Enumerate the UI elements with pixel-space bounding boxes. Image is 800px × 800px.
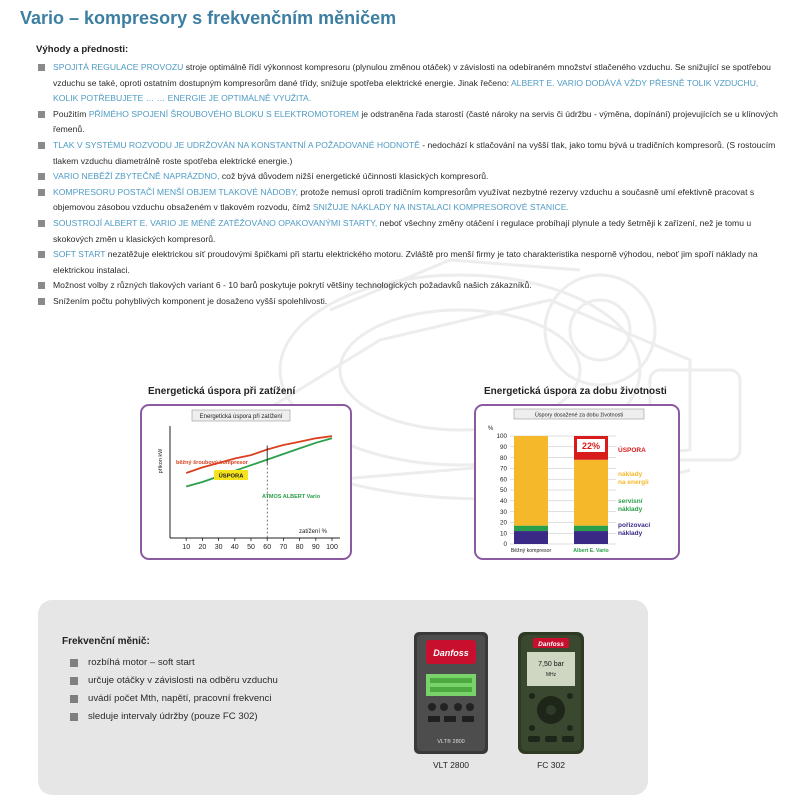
bullet-square-icon <box>70 659 78 667</box>
chart2-bar-segment <box>514 531 548 544</box>
chart2-y-tick-label: 10 <box>499 530 507 538</box>
chart2-bar-segment <box>574 526 608 531</box>
benefit-item <box>38 216 783 247</box>
svg-text:7,50 bar: 7,50 bar <box>538 661 564 668</box>
benefit-highlight: VARIO NEBĚŽÍ ZBYTEČNĚ NAPRÁZDNO, <box>53 171 220 182</box>
svg-text:Danfoss: Danfoss <box>433 648 469 658</box>
bullet-square-icon <box>38 251 45 258</box>
benefit-text: protože nemusí oproti tradičním kompresorům využívat nezbytné rezervy vzduchu a současně umí efektivně pracovat s objemovou zásobou vzduchu obsaženém v tlakovém rozvodu, čímž <box>53 186 755 213</box>
fm-list <box>70 654 278 726</box>
fm-item: uvádí počet Mth, napětí, pracovní frekvenci <box>70 690 278 708</box>
chart2-y-tick-label: 90 <box>499 444 507 451</box>
fm-item: určuje otáčky v závislosti na odběru vzduchu <box>70 672 278 690</box>
benefit-highlight: SOFT START <box>53 249 106 260</box>
benefit-item <box>38 107 783 138</box>
chart2-bar-segment <box>514 436 548 526</box>
benefit-text: Snížením počtu pohyblivých komponent je dosaženo vyšší spolehlivosti. <box>53 295 328 306</box>
chart1-x-tick-label: 20 <box>198 544 207 551</box>
fm-item: sleduje intervaly údržby (pouze FC 302) <box>70 708 278 726</box>
benefit-text: stroje optimálně řídí výkonnost kompresoru (plynulou změnou otáček) v závislosti na odebíraném množství stlačeného vzduchu. Se snižující se spotřebou vzduchu se také, oproti ostatním dostupným kompresorům dané třídy, snižuje spotřeba elektrické energie. Jinak řečeno: <box>53 62 771 88</box>
benefits-list <box>38 60 783 310</box>
chart2-y-tick-label: 40 <box>499 498 507 505</box>
fm-item: rozbíhá motor – soft start <box>70 654 278 672</box>
chart2-legend-label: náklady na energii <box>618 471 649 486</box>
vlt2800-device <box>414 632 488 754</box>
benefit-item <box>38 138 783 169</box>
chart1-svg <box>142 406 348 556</box>
svg-text:VLT® 2800: VLT® 2800 <box>437 739 465 745</box>
display-screen-icon <box>527 652 575 686</box>
benefit-item <box>38 169 783 185</box>
benefit-text: což bývá důvodem nižší energetické účinnosti klasických kompresorů. <box>219 171 489 182</box>
chart1-x-tick-label: 30 <box>214 544 223 551</box>
chart2-y-tick-label: 20 <box>499 519 507 527</box>
benefit-highlight: TLAK V SYSTÉMU ROZVODU JE UDRŽOVÁN NA KONSTANTNÍ A POŽADOVANÉ HODNOTĚ <box>53 139 420 150</box>
chart2-y-tick-label: 30 <box>499 508 507 516</box>
display-screen-icon <box>426 674 476 696</box>
benefit-item <box>38 185 783 216</box>
bullet-square-icon <box>38 282 45 289</box>
bullet-square-icon <box>38 64 45 71</box>
chart2-y-tick-label: 80 <box>499 454 507 462</box>
chart2-category-label: Albert E. Vario <box>573 548 609 554</box>
chart1-x-tick-label: 80 <box>295 544 304 551</box>
chart1-series-label: ATMOS ALBERT Vario <box>262 494 321 500</box>
chart1-x-tick-label: 90 <box>311 544 320 551</box>
bullet-square-icon <box>70 713 78 721</box>
chart1-series-line <box>186 436 332 473</box>
chart2-y-tick-label: 100 <box>496 433 507 441</box>
benefits-heading: Výhody a přednosti: <box>36 44 129 55</box>
chart2-category-label: Běžný kompresor <box>510 548 552 554</box>
chart2-legend-label: pořizovací náklady <box>618 522 651 537</box>
chart2-y-tick-label: 70 <box>499 465 507 473</box>
chart2-legend-label: ÚSPORA <box>618 447 646 454</box>
page-title: Vario – kompresory s frekvenčním měničem <box>20 8 397 28</box>
benefit-highlight: SOUSTROJÍ ALBERT E. VARIO JE MÉNĚ ZATĚŽOVÁNO OPAKOVANÝMI STARTY, <box>53 217 378 228</box>
chart2-savings-value: 22% <box>581 441 601 451</box>
chart2-inner-title: Úspory dosažené za dobu životnosti <box>534 412 624 419</box>
chart2-y-tick-label: 0 <box>503 541 507 549</box>
fm-title: Frekvenční měnič: <box>62 636 150 647</box>
chart2-title: Energetická úspora za dobu životnosti <box>484 386 667 397</box>
benefit-highlight: KOMPRESORU POSTAČÍ MENŠÍ OBJEM TLAKOVÉ NÁDOBY, <box>53 186 298 197</box>
fc302-device <box>518 632 584 754</box>
svg-text:Danfoss: Danfoss <box>538 641 564 648</box>
bullet-square-icon <box>38 220 45 227</box>
chart2-bar-segment <box>574 460 608 526</box>
chart1-x-tick-label: 60 <box>263 544 272 551</box>
vlt2800-caption: VLT 2800 <box>432 760 470 770</box>
chart2-y-tick-label: 50 <box>499 487 507 495</box>
benefit-highlight: SPOJITÁ REGULACE PROVOZU <box>53 62 184 72</box>
chart1-x-tick-label: 50 <box>247 544 255 551</box>
benefit-item <box>38 278 783 294</box>
benefit-highlight: PŘÍMÉHO SPOJENÍ ŠROUBOVÉHO BLOKU S ELEKTROMOTOREM <box>88 108 359 119</box>
chart1-series-label: běžný šroubový kompresor <box>176 460 248 466</box>
chart2-legend-label: servisní náklady <box>618 498 643 513</box>
chart1-inner-title: Energetická úspora při zatížení <box>199 414 283 420</box>
chart2-svg <box>476 406 676 556</box>
chart1-xlabel: zatížení % <box>298 529 327 535</box>
bullet-square-icon <box>38 111 45 118</box>
chart2-bar-segment <box>574 531 608 544</box>
fc302-caption: FC 302 <box>537 760 565 770</box>
chart2-ylabel: % <box>488 426 494 432</box>
chart1-ylabel: příkon kW <box>158 448 164 474</box>
chart1-x-tick-label: 100 <box>326 544 338 551</box>
benefit-text: Možnost volby z různých tlakových variant 6 - 10 barů poskytuje pokrytí většiny technologických požadavků našich zákazníků. <box>53 280 532 291</box>
benefit-item <box>38 60 783 107</box>
chart1-x-tick-label: 70 <box>279 544 288 551</box>
chart1-x-tick-label: 40 <box>230 544 239 551</box>
chart1-savings-label: ÚSPORA <box>218 473 244 480</box>
chart1-x-tick-label: 10 <box>182 544 191 551</box>
benefit-text: - nedochází k stlačování na vyšší tlak, jako tomu bývá u tradičních kompresorů. (S rostoucím tlakem vzduchu diametrálně roste spotřeba elektrické energie.) <box>53 139 776 166</box>
benefit-highlight: ALBERT E. VARIO DODÁVÁ VŽDY PŘESNĚ TOLIK VZDUCHU, KOLIK POTŘEBUJETE … … ENERGIE JE OPTIMÁLNĚ VYUŽITA. <box>53 77 759 104</box>
bullet-square-icon <box>70 677 78 685</box>
chart1-title: Energetická úspora při zatížení <box>148 386 296 397</box>
bullet-square-icon <box>38 142 45 149</box>
bullet-square-icon <box>38 173 45 180</box>
benefit-text: je odstraněna řada starostí (časté nároky na servis či údržbu - výměna, dopínání) projevujících se u klínových řemenů. <box>53 108 778 135</box>
bullet-square-icon <box>70 695 78 703</box>
benefit-highlight: SNIŽUJE NÁKLADY NA INSTALACI KOMPRESOROVÉ STANICE. <box>312 202 569 213</box>
benefit-item <box>38 294 783 310</box>
benefit-item <box>38 247 783 278</box>
chart2-y-tick-label: 60 <box>499 476 507 484</box>
chart2-bar-segment <box>514 526 548 531</box>
bullet-square-icon <box>38 189 45 196</box>
benefit-text: nezatěžuje elektrickou síť proudovými špičkami při startu elektrického motoru. Zvláště pro menší firmy je tato charakteristika nesporně výhodou, neboť jim spoří náklady na elektrickou instalaci. <box>53 249 758 275</box>
bullet-square-icon <box>38 298 45 305</box>
svg-text:MHz: MHz <box>545 672 557 678</box>
benefit-text: neboť všechny změny otáčení i regulace probíhají plynule a tedy šetrněji k zařízení, než je tomu u skokových změn u klasických kompresorů. <box>53 217 752 244</box>
benefit-text: Použitím <box>53 108 89 119</box>
